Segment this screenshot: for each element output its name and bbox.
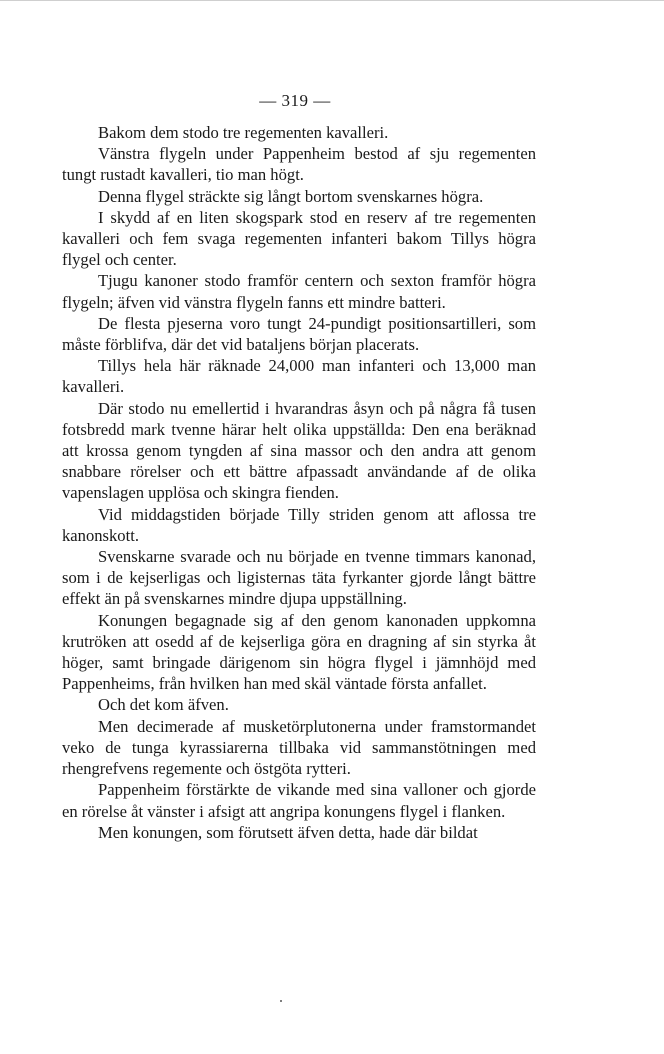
- body-text: [62, 122, 536, 843]
- page-edge-rule: [0, 0, 664, 1]
- paragraph: Tjugu kanoner stodo framför centern och sexton framför högra flygeln; äfven vid vänstra flygeln fanns ett mindre batteri.: [62, 271, 536, 312]
- paragraph: I skydd af en liten skogspark stod en reserv af tre regementen kavalleri och fem svaga regementen infanteri bakom Tillys högra flygel och center.: [62, 207, 536, 270]
- paragraph: Vänstra flygeln under Pappenheim bestod af sju regementen tungt rustadt kavalleri, tio man högt.: [62, 144, 536, 185]
- page-number: — 319 —: [259, 91, 331, 110]
- paragraph: Men konungen, som förutsett äfven detta, hade där bildat: [98, 822, 478, 842]
- print-speck: [280, 1000, 282, 1002]
- paragraph: De flesta pjeserna voro tungt 24-pundigt positionsartilleri, som måste förblifva, där det vid bataljens början placerats.: [62, 313, 536, 355]
- paragraph: Konungen begagnade sig af den genom kanonaden uppkomna krutröken att osedd af de kejserliga göra en dragning af sin styrka åt höger, samt bringade därigenom sin högra flygel i jämnhöjd med Pappenheims, från hvilken han med skäl väntade första anfallet.: [62, 610, 536, 694]
- paragraph: Där stodo nu emellertid i hvarandras åsyn och på några få tusen fotsbredd mark tvenne härar helt olika uppställda: Den ena beräknad att krossa genom tyngden af sina massor och den andra att genom snabbare rörelser och ett bättre afpassadt användande af de olika vapenslagen upplösa och skingra fienden.: [62, 398, 536, 503]
- paragraph: Tillys hela här räknade 24,000 man infanteri och 13,000 man kavalleri.: [62, 356, 536, 397]
- paragraph: Bakom dem stodo tre regementen kavalleri.: [98, 123, 389, 142]
- paragraph: Vid middagstiden började Tilly striden genom att aflossa tre kanonskott.: [62, 504, 536, 545]
- paragraph: Denna flygel sträckte sig långt bortom svenskarnes högra.: [98, 186, 484, 206]
- paragraph: Pappenheim förstärkte de vikande med sina valloner och gjorde en rörelse åt vänster i afsigt att angripa konungens flygel i flanken.: [62, 780, 536, 821]
- paragraph: Svenskarne svarade och nu började en tvenne timmars kanonad, som i de kejserligas och ligisternas täta fyrkanter gjorde långt bättre effekt än på svenskarnes mindre djupa uppställning.: [62, 547, 536, 609]
- paragraph: Men decimerade af musketörplutonerna under framstormandet veko de tunga kyrassiarerna tillbaka vid sammanstötningen med rhengrefvens regemente och östgöta rytteri.: [62, 716, 536, 779]
- paragraph: Och det kom äfven.: [98, 695, 229, 715]
